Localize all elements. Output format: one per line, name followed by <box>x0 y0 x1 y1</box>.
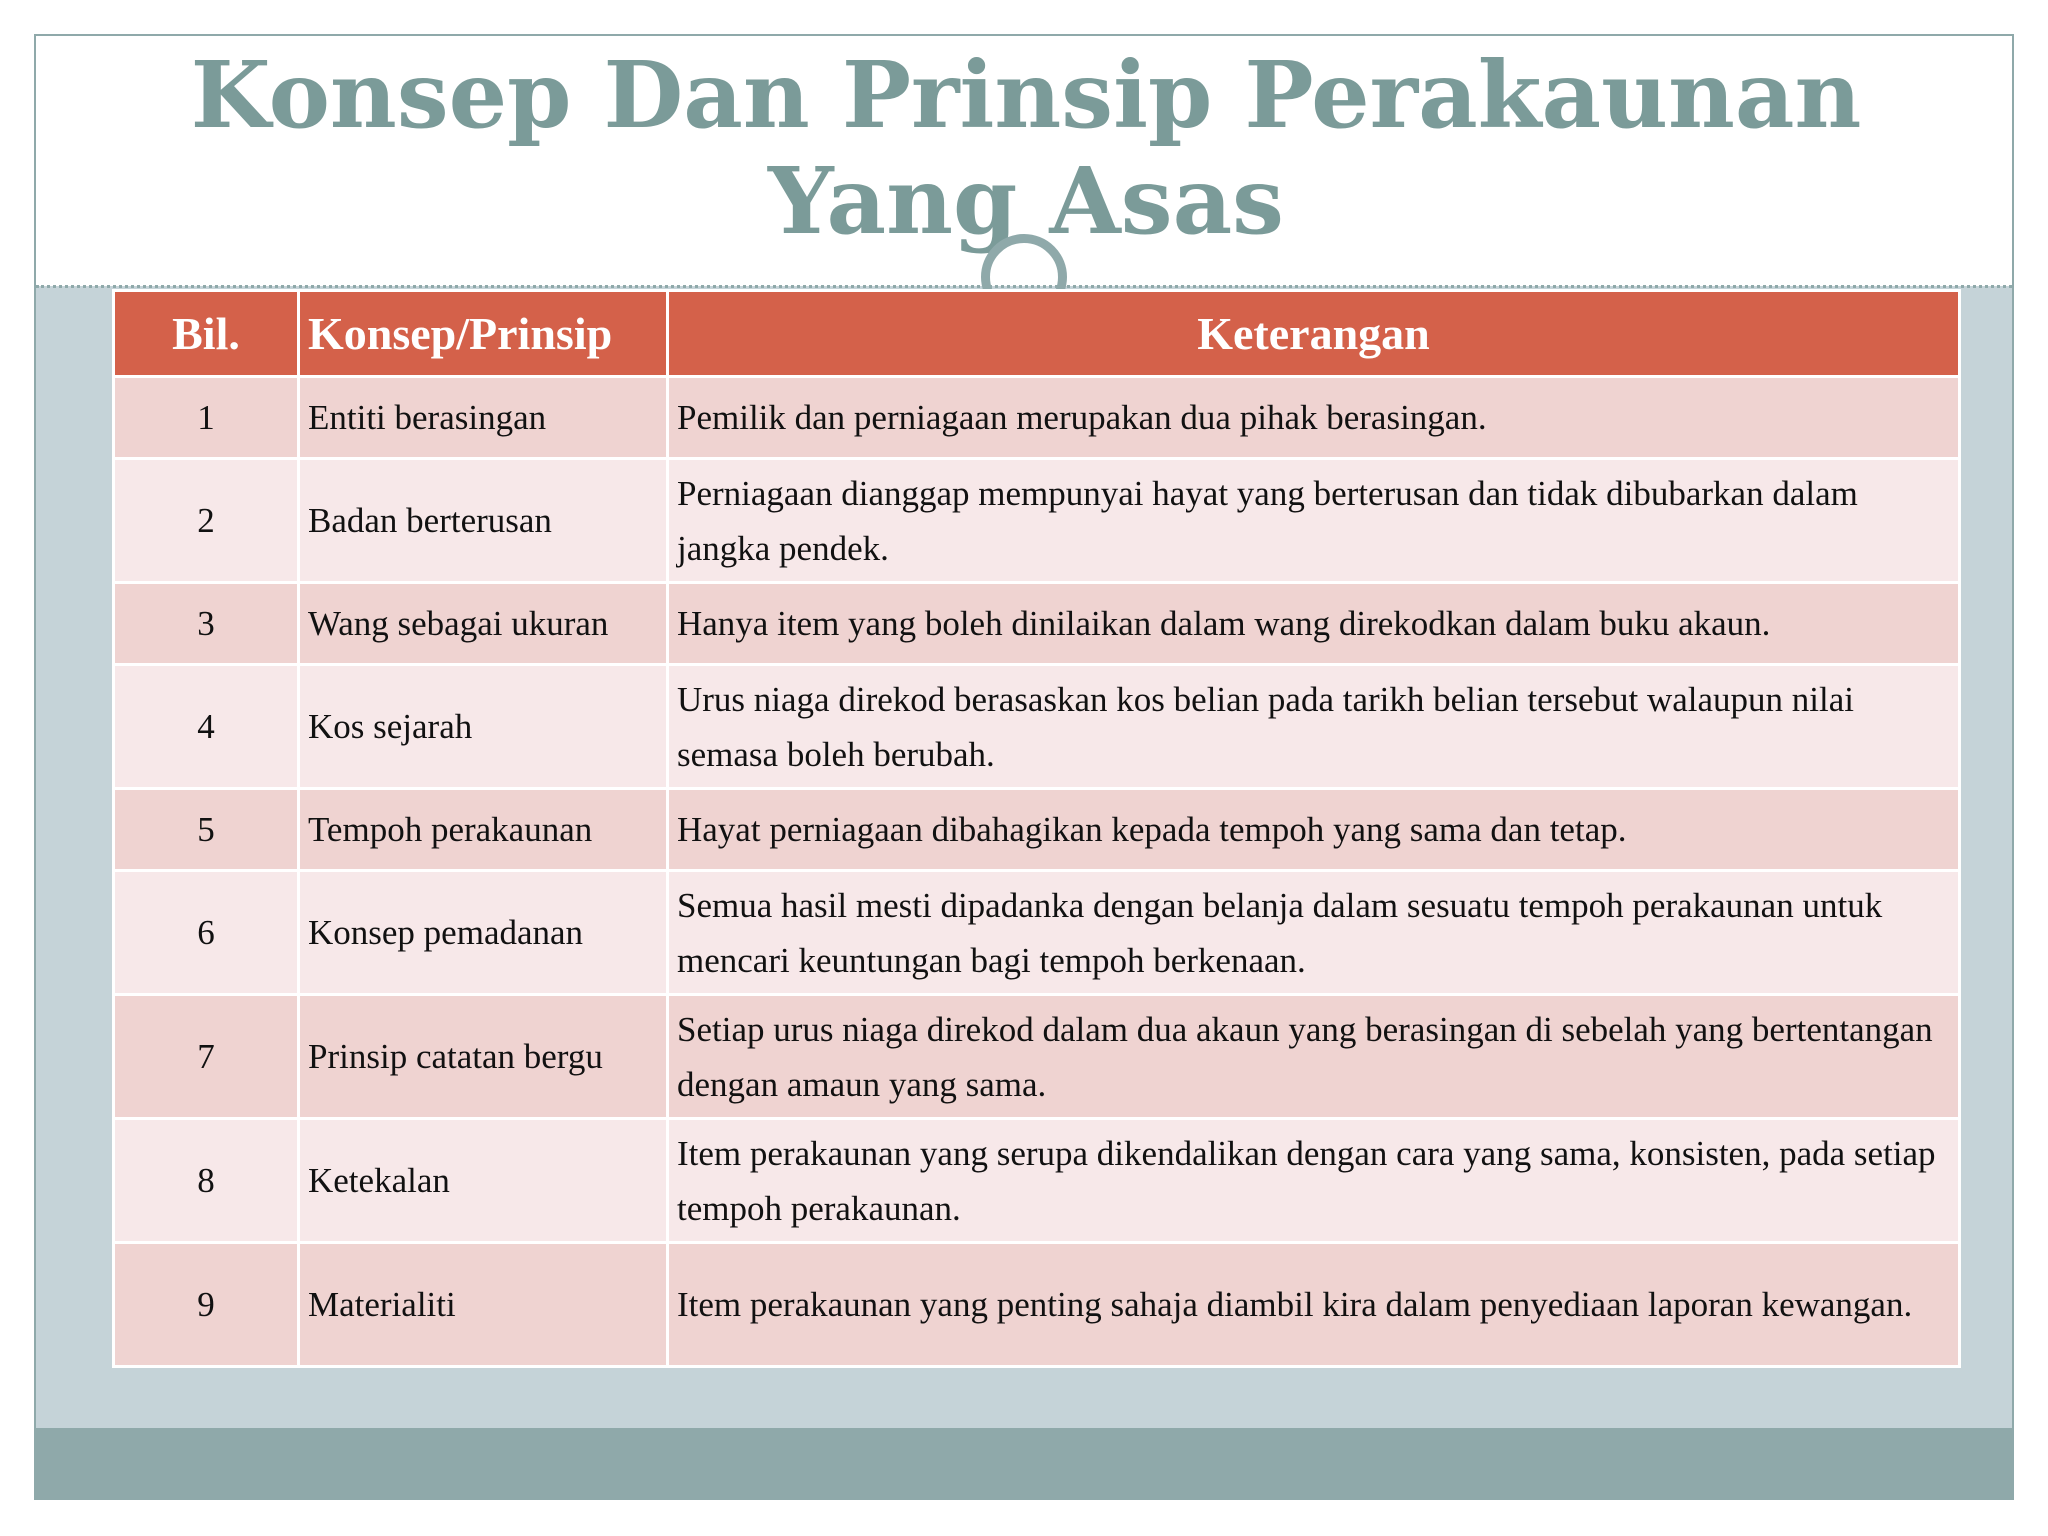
table-row <box>114 789 1960 871</box>
row-description: Item perakaunan yang serupa dikendalikan dengan cara yang sama, konsisten, pada setiap tempoh perakaunan. <box>668 1119 1960 1243</box>
row-description: Hanya item yang boleh dinilaikan dalam wang direkodkan dalam buku akaun. <box>668 583 1960 665</box>
row-description: Setiap urus niaga direkod dalam dua akaun yang berasingan di sebelah yang bertentangan dengan amaun yang sama. <box>668 995 1960 1119</box>
row-concept: Entiti berasingan <box>299 377 668 459</box>
footer-band <box>36 1428 2012 1498</box>
row-number: 9 <box>114 1243 299 1367</box>
table-row <box>114 459 1960 583</box>
table-row <box>114 1243 1960 1367</box>
row-description: Pemilik dan perniagaan merupakan dua pihak berasingan. <box>668 377 1960 459</box>
row-number: 5 <box>114 789 299 871</box>
row-concept: Konsep pemadanan <box>299 871 668 995</box>
row-concept: Prinsip catatan bergu <box>299 995 668 1119</box>
row-number: 3 <box>114 583 299 665</box>
row-number: 6 <box>114 871 299 995</box>
slide <box>34 34 2014 1500</box>
row-description: Item perakaunan yang penting sahaja diambil kira dalam penyediaan laporan kewangan. <box>668 1243 1960 1367</box>
row-concept: Kos sejarah <box>299 665 668 789</box>
header-concept: Konsep/Prinsip <box>299 291 668 377</box>
row-concept: Wang sebagai ukuran <box>299 583 668 665</box>
header-description: Keterangan <box>668 291 1960 377</box>
table-row <box>114 583 1960 665</box>
table-row <box>114 995 1960 1119</box>
concepts-table <box>112 289 1961 1368</box>
row-concept: Materialiti <box>299 1243 668 1367</box>
table-row <box>114 665 1960 789</box>
row-number: 4 <box>114 665 299 789</box>
table-header-row <box>114 291 1960 377</box>
row-concept: Ketekalan <box>299 1119 668 1243</box>
header-bil: Bil. <box>114 291 299 377</box>
row-description: Perniagaan dianggap mempunyai hayat yang berterusan dan tidak dibubarkan dalam jangka pendek. <box>668 459 1960 583</box>
row-description: Semua hasil mesti dipadanka dengan belanja dalam sesuatu tempoh perakaunan untuk mencari keuntungan bagi tempoh berkenaan. <box>668 871 1960 995</box>
table-row <box>114 1119 1960 1243</box>
row-number: 2 <box>114 459 299 583</box>
row-concept: Tempoh perakaunan <box>299 789 668 871</box>
row-number: 8 <box>114 1119 299 1243</box>
row-description: Hayat perniagaan dibahagikan kepada tempoh yang sama dan tetap. <box>668 789 1960 871</box>
row-concept: Badan berterusan <box>299 459 668 583</box>
row-description: Urus niaga direkod berasaskan kos belian pada tarikh belian tersebut walaupun nilai semasa boleh berubah. <box>668 665 1960 789</box>
table-row <box>114 871 1960 995</box>
slide-title: Konsep Dan Prinsip Perakaunan Yang Asas <box>190 41 1862 255</box>
table-row <box>114 377 1960 459</box>
row-number: 1 <box>114 377 299 459</box>
row-number: 7 <box>114 995 299 1119</box>
